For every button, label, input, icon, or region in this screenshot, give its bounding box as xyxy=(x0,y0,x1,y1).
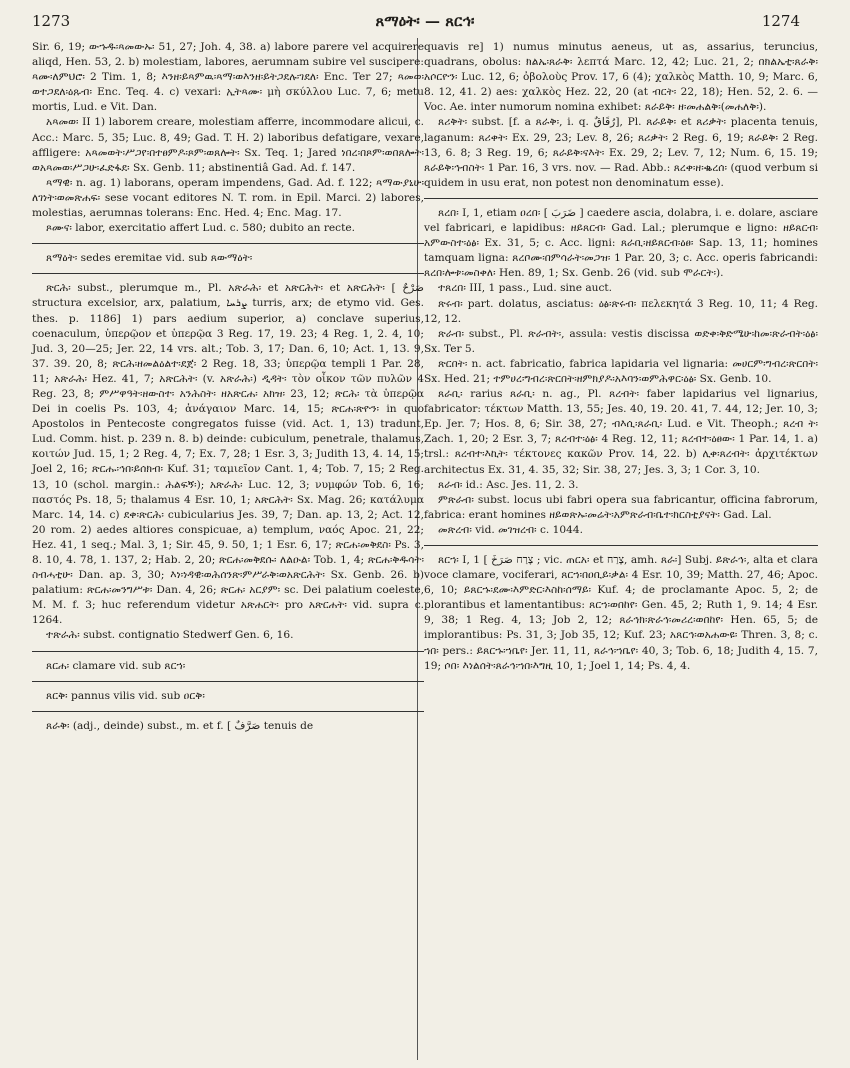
entry-tatsrah: ተጽራሕ፡ subst. contignatio Stedwerf Gen. 6, 16. xyxy=(46,629,294,642)
page-number-left: 1273 xyxy=(32,12,71,30)
entry-tserbat: ጽርበት፡ n. act. fabricatio, fabrica lapidaria vel lignaria: መሀርም፡ግብረ፡ጽርበት፡ Sx. Hed. 21; ተምሀረ፡ግብረ፡ጽርበት፡ዘምክያዶ፡አእባን፡ወምሕዋር፡ዕፅ፡ Sx. Genb. 10. xyxy=(424,357,818,385)
entry-atsamawa: አጻመወ፡ II 1) laborem creare, molestiam afferre, incommodare alicui, c. Acc.: Marc. 5, 35; Luc. 8, 49; Gad. T. H. 2) laboribus defatigare, vexare, affligere: አጻመወት፡ሥጋየ፡በተፀምዶ፡ጾም፡ወጸሎት፡ Sx. Teq. 1; Jared ነበረ፡በጾም፡ወበጸሎት፡ወአጻመወ፡ሥጋሁ፡ፈድፋደ፡ Sx. Genb. 11; abstinentiâ Gad. Ad. f. 147. xyxy=(32,116,424,174)
entry-tsrab: ጽራብ፡ subst., Pl. ጽራብት፡, assula: vestis discissa ወድቀ፡ቅድሜሁ፡ከመ፡ጽራብት፡ዕፅ፡ Sx. Ter 5. xyxy=(424,327,818,355)
entry-tsomuna: ጾሙና፡ labor, exercitatio affert Lud. c. 580; dubito an recte. xyxy=(46,222,355,235)
entry-tsaraba: ጸረበ፡ I, 1, etiam ዐረበ፡ [ ضَرَبَ ] caedere ascia, dolabra, i. e. dolare, asciare vel fabricari, e lapidibus: ዘይጸርብ፡ Gad. Lal.; plerumque e ligno: ዘይጸርብ፡አምውስተ፡ዕፅ፡ Ex. 31, 5; c. Acc. ligni: ጸራቢ፡ዘይጸርብ፡ዕፀ፡ Sap. 13, 11; homines tamquam ligna: ጸረቦሙ፡በምሳራት፡መጋዝ፡ 1 Par. 20, 3; c. Acc. operis fabricandi: ጸረበ፡ሎቱ፡መስቀለ፡ Hen. 89, 1; Sx. Genb. 26 (vid. sub ሞራርት፡). xyxy=(424,206,818,280)
running-head: ጸማዕት፡ — ጸርኅ፡ xyxy=(375,12,475,30)
entry-tsamawi: ጻማዊ፡ n. ag. 1) laborans, operam impendens, Gad. Ad. f. 122; ጻማውያኒሁ፡ለገነት፡ወመጽሐፍ፡ sese vocant editores N. T. rom. in Epil. Marci. 2) labores, molestias, aerumnas tolerans: Enc. Hed. 4; Enc. Mag. 17. xyxy=(32,176,424,220)
entry-matsrab: መጽረብ፡ vid. መገዝረብ፡ c. 1044. xyxy=(438,523,583,536)
entry-tsarq: ጸርቅ፡ pannus vilis vid. sub ዐርቅ፡ xyxy=(46,689,205,702)
page-number-right: 1274 xyxy=(761,12,800,30)
entry-tsamaet: ጸማዕት፡ sedes eremitae vid. sub ጸውማዕት፡ xyxy=(46,252,253,265)
entry-tserh: ጽርሕ፡ subst., plerumque m., Pl. አጽራሕ፡ et አጽርሕት፡ et አጽርሕት፡ [ صَرْحٌ structura excelsior, arx, palatium, ܨܪܚܐ turris, arx; de etymo vid. Ges. thes. p. 1186] 1) pars aedium superior, a) conclave superius, coenaculum, ὑπερῷον et ὑπερῷα 3 Reg. 17, 19. 23; 4 Reg. 1, 2. 4, 10; Jud. 3, 20—25; Jer. 22, 14 vrs. alt.; Tob. 3, 17; Dan. 6, 10; Act. 1, 13. 9, 37. 39. 20, 8; ጽርሕ፡ዘመልዕልተ፡ደጀ፡ 2 Reg. 18, 33; ὑπερῷα templi 1 Par. 28, 11; አጽራሕ፡ Hez. 41, 7; አጽርሕት፡ (v. አጽራሕ፡) ዲዳት፡ τὸν οἶκον τῶν πυλῶν 4 Reg. 23, 8; ምሥዋዓት፡ዘውስተ፡ አንሕስት፡ ዘአጽርሐ፡ አክዝ፡ 23, 12; ጽርሕ፡ τὰ ὑπερῷα Dei in coelis Ps. 103, 4; ἀνάγαιον Marc. 14, 15; ጽርሐ፡ጽዮን፡ in quo Apostolos in Pentecoste congregatos fuisse (vid. Act. 1, 13) tradunt, Lud. Comm. hist. p. 239 n. 8. b) deinde: cubiculum, penetrale, thalamus, κοιτών Jud. 15, 1; 2 Reg. 4, 7; Ex. 7, 28; 1 Esr. 3, 3; Judith 13, 4. 14, 15; Joel 2, 16; ጽርሑ፡ኅበ፡ይሰክብ፡ Kuf. 31; ταμιεῖον Cant. 1, 4; Tob. 7, 15; 2 Reg. 13, 10 (schol. margin.: ሕልፍኝ፡); አጽራሕ፡ Luc. 12, 3; νυμφών Tob. 6, 16; παστός Ps. 18, 5; thalamus 4 Esr. 10, 1; አጽርሕት፡ Sx. Mag. 26; κατάλυμα Marc. 14, 14. c) ደቀ፡ጽርሕ፡ cubicularius Jes. 39, 7; Dan. ap. 13, 2; Act. 12, 20 rom. 2) aedes altiores conspicuae, a) templum, ναός Apoc. 21, 22; Hez. 41, 1 seq.; Mal. 3, 1; Sir. 45, 9. 50, 1; 1 Esr. 6, 17; ጽርሐ፡መቅደስ፡ Ps. 3, 8. 10, 4. 78, 1. 137, 2; Hab. 2, 20; ጽርሐ፡መቅደሱ፡ ለልዑል፡ Tob. 1, 4; ጽርሐ፡ቅዱሳት፡ስብሓቲሁ፡ Dan. ap. 3, 30; እነ፡ነዳዊ፡ወሕሰንጽ፡ምሥራቅ፡ወአጽርሕት፡ Sx. Genb. 26. b) palatium: ጽርሐ፡መንግሥቱ፡ Dan. 4, 26; ጽርሐ፡ አርያም፡ sc. Dei palatium coeleste, M. M. f. 3; huc referendum videtur አጽሐርት፡ pro አጽርሐት፡ vid. supra c. 1264. xyxy=(32,282,424,627)
entry-tsarha: ጸርሐ፡ clamare vid. sub ጸርኀ፡ xyxy=(46,659,186,672)
section-rule xyxy=(32,651,424,652)
entry-continuation: quavis re] 1) numus minutus aeneus, ut as, assarius, teruncius, quadrans, obolus: ክልኤ፡ጸራቅ፡ λεπτά Marc. 12, 42; Luc. 21, 2; በክልኤቲ፡ጸራቅ፡ አሶርዮን፡ Luc. 12, 6; ὀβολοὺς Prov. 17, 6 (4); χαλκὸς Matth. 10, 9; Marc. 6, 8. 12, 41. 2) aes: χαλκὸς Hez. 22, 20 (at ብርት፡ 22, 18); Hen. 52, 2. 6. — Voc. Ae. inter numorum nomina exhibet: ጸራይቅ፡ ዘ፡መሐልቅ፡(መሐለቅ፡). xyxy=(424,41,818,114)
section-rule xyxy=(424,545,818,546)
entry-tsarha-clamare: ጸርኀ፡ I, 1 [ צָרַח صَرَخَ ; vic. ጠርአ፡ et צָרַח, amh. ጸራ፡] Subj. ይጽራኅ፡, alta et clara voce clamare, vociferari, ጸርኀ፡በዐቢይ፡ቃል፡ 4 Esr. 10, 39; Matth. 27, 46; Apoc. 6, 10; ይጸርኁ፡ደሙ፡እምድር፡እስከ፡ሰማይ፡ Kuf. 4; de proclamante Apoc. 5, 2; de plorantibus et lamentantibus: ጸርኀ፡ወበከየ፡ Gen. 45, 2; Ruth 1, 9. 14; 4 Esr. 9, 38; 1 Reg. 4, 13; Job 2, 12; ጸራኅክ፡ጽራኅ፡መሪረ፡ወበከየ፡ Hen. 65, 5; de implorantibus: Ps. 31, 3; Job 35, 12; Kuf. 23; አጸርኅ፡ወአሐውዩ፡ Thren. 3, 8; c. ኀበ፡ pers.: ይጸርኁ፡ኀቤየ፡ Jer. 11, 11, ጸራኅ፡ኀቤየ፡ 40, 3; Tob. 6, 18; Judith 4, 15. 7, 19; ሶበ፡ እነልሰት፡ጸራኅ፡ኀበ፡እግዚ 10, 1; Joel 1, 14; Ps. 4, 4. xyxy=(424,554,818,672)
entry-tsaraq: ጸራቅ፡ (adj., deinde) subst., m. et f. [ صَرَّفٌ tenuis de xyxy=(46,719,314,732)
entry-tsarab: ጸራብ፡ id.: Asc. Jes. 11, 2. 3. xyxy=(438,478,579,491)
page-header xyxy=(0,10,850,34)
section-rule xyxy=(32,681,424,682)
entry-mtsrab: ምጽራብ፡ subst. locus ubi fabri opera sua fabricantur, officina fabrorum, fabrica: erant homines ዘይወጽኡ፡መሬት፡አምጽራብ፡ቤተ፡ክርስቲያናት፡ Gad. Lal. xyxy=(424,493,818,521)
entry-tsarabi: ጸራቢ፡ rarius ጸራቢ፡ n. ag., Pl. ጸረብት፡ faber lapidarius vel lignarius, fabricator: τέκτων Matth. 13, 55; Jes. 40, 19. 20. 41, 7. 44, 12; Jer. 10, 3; Ep. Jer. 7; Hos. 8, 6; Sir. 38, 27; ብእሲ፡ጸራቢ፡ Lud. e Vit. Theoph.; ጸረብ ት፡ Zach. 1, 20; 2 Esr. 3, 7; ጸረብተ፡ዕፅ፡ 4 Reg. 12, 11; ጸረብተ፡ዕፀው፡ 1 Par. 14, 1. a) trsl.: ጸረብተ፡እኪት፡ τέκτονες κακῶν Prov. 14, 22. b) ሊቀ፡ጸረብት፡ ἀρχιτέκτων architectus Ex. 31, 4. 35, 32; Sir. 38, 27; Jes. 3, 3; 1 Cor. 3, 10. xyxy=(424,388,818,476)
left-column xyxy=(32,40,424,734)
section-rule xyxy=(32,243,424,244)
right-column xyxy=(424,40,818,674)
section-rule xyxy=(32,273,424,274)
entry-tatsaraba: ተጸረበ፡ III, 1 pass., Lud. sine auct. xyxy=(438,282,613,295)
entry-continuation: Sir. 6, 19; ውኁዱ፡ጻመውኡ፡ 51, 27; Joh. 4, 38. a) labore parere vel acquirere aliqd, Hen. 53, 2. b) molestiam, labores, aerumnam subire vel suscipere: ጻሙ፡ለምህሮ፡ 2 Tim. 1, 8; እንዘ፡ይጻምዉ፡ጻማ፡ወእንዘ፡ይትጋደሉ፡ገደለ፡ Enc. Ter 27; ጻመወ፡ወተጋደለ፡ዕጹብ፡ Enc. Teq. 4. c) vexari: ኢትጻሙ፡ μὴ σκύλλου Luc. 7, 6; metu mortis, Lud. e Vit. Dan. xyxy=(32,41,424,114)
section-rule xyxy=(424,198,818,199)
entry-tsurub: ጽሩብ፡ part. dolatus, asciatus: ዕፅ፡ጽሩብ፡ πελεκητά 3 Reg. 10, 11; 4 Reg. 12, 12. xyxy=(424,297,818,325)
section-rule xyxy=(32,711,424,712)
entry-tsariqt: ጸሪቅት፡ subst. [f. a ጸራቅ፡, i. q. رُقَاقٌ], Pl. ጸራይቅ፡ et ጸሪቃት፡ placenta tenuis, laganum: ጸሪቀት፡ Ex. 29, 23; Lev. 8, 26; ጸሪቃት፡ 2 Reg. 6, 19; ጸራይቅ፡ 2 Reg. 13, 6. 8; 3 Reg. 19, 6; ጸራይቅ፡ናእት፡ Ex. 29, 2; Lev. 7, 12; Num. 6, 15. 19; ጸራይቅ፡ኅብስት፡ 1 Par. 16, 3 vrs. nov. — Rad. Abb.: ጸረቀ፡ዘ፡ቈረሰ፡ (quod verbum si quidem in usu erat, non potest non denominatum esse). xyxy=(424,116,818,189)
